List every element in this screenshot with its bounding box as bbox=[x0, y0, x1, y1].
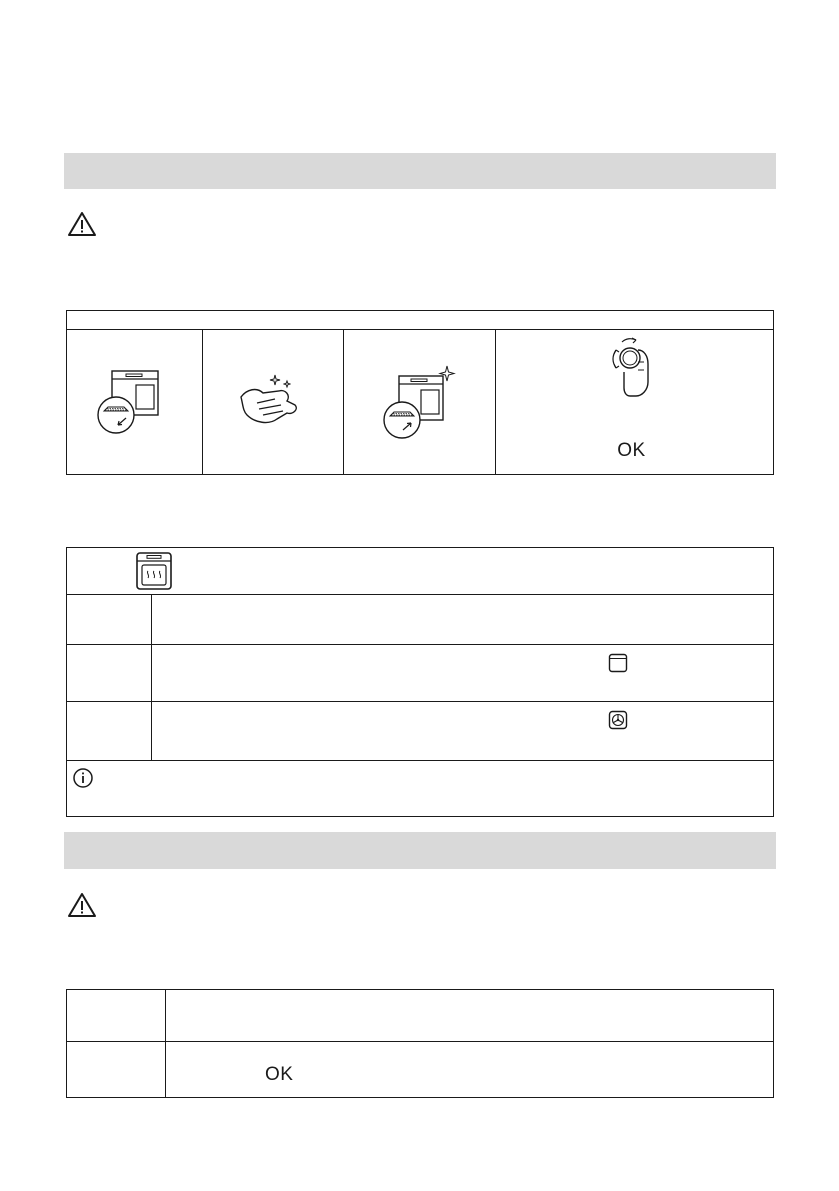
row-divider-4 bbox=[67, 760, 773, 761]
step-cell-insert-shelf bbox=[344, 330, 495, 474]
fan-icon-cell bbox=[607, 709, 629, 731]
oven-heat-icon bbox=[135, 551, 173, 591]
ok-label: OK bbox=[617, 440, 646, 461]
section-heading-band-2 bbox=[64, 832, 776, 869]
ok-label-2: OK bbox=[265, 1064, 294, 1085]
row-divider-3 bbox=[67, 701, 773, 702]
step-cell-clean bbox=[203, 330, 343, 474]
warning-triangle-icon bbox=[67, 892, 97, 918]
info-icon-cell bbox=[71, 766, 95, 790]
oven-door-icon bbox=[608, 653, 628, 673]
row-divider-2 bbox=[67, 644, 773, 645]
section-heading-band-1 bbox=[64, 153, 776, 189]
step-cell-remove-shelf bbox=[67, 330, 202, 474]
oven-shelf-remove-icon bbox=[90, 367, 180, 437]
oven-heat-icon-cell bbox=[135, 551, 189, 591]
oven-door-icon-cell bbox=[607, 652, 629, 674]
cleaning-cloth-icon bbox=[233, 367, 313, 437]
oven-shelf-insert-icon bbox=[375, 364, 465, 440]
procedure-table bbox=[66, 547, 774, 817]
info-circle-icon bbox=[72, 767, 94, 789]
step-cell-knob-ok bbox=[496, 330, 773, 474]
step-illustration-table bbox=[66, 310, 774, 475]
warning-triangle-icon bbox=[67, 211, 97, 237]
hand-turning-knob-icon bbox=[600, 332, 670, 404]
section-two-table bbox=[66, 989, 774, 1098]
row-divider-1 bbox=[67, 594, 773, 595]
fan-icon bbox=[608, 710, 628, 730]
procedure-col-divider bbox=[151, 594, 152, 760]
section-two-row-divider bbox=[67, 1041, 773, 1042]
section-two-col-divider bbox=[165, 990, 166, 1097]
